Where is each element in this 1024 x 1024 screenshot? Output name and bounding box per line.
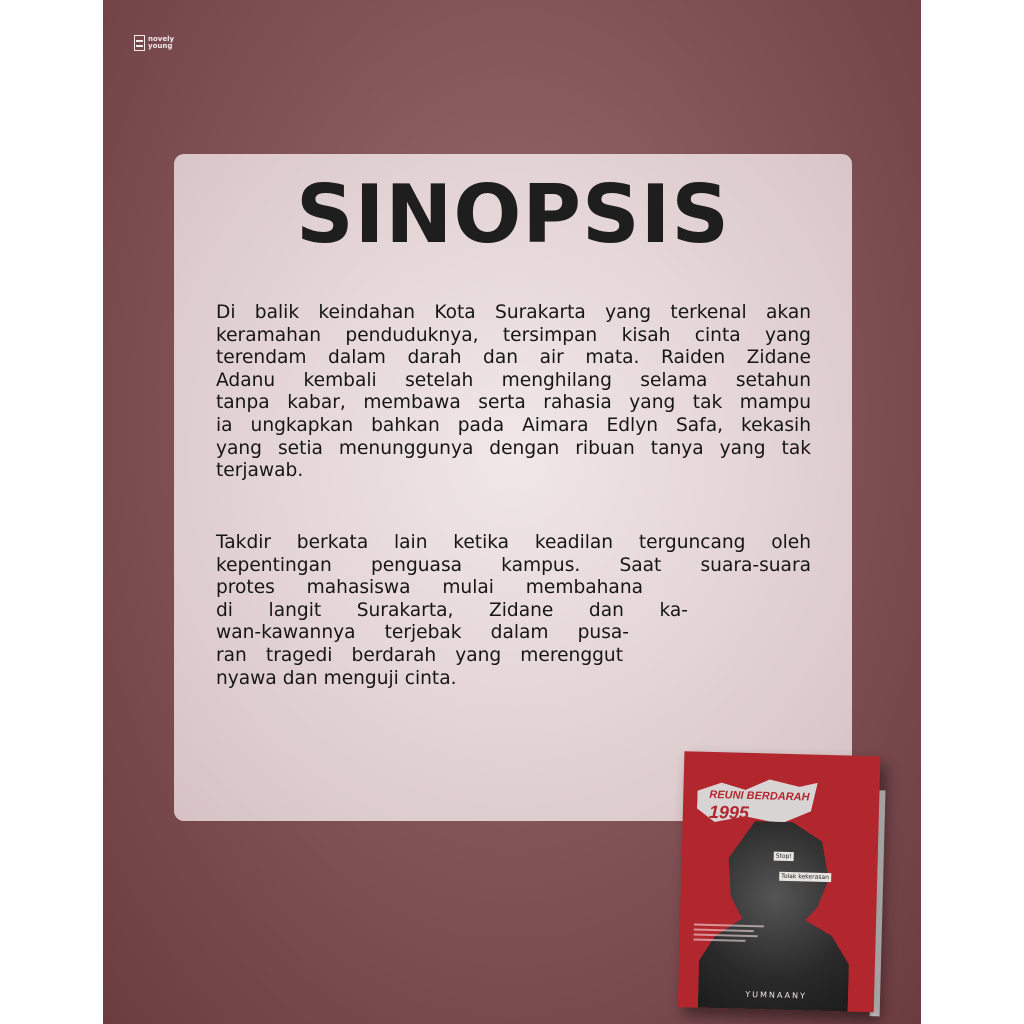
brand-name <box>148 36 174 50</box>
synopsis-paragraph-1 <box>216 302 811 483</box>
paragraph-line: Adanu kembali setelah menghilang selama setahun <box>216 369 811 391</box>
book-year: 1995 <box>708 801 750 823</box>
logo-icon <box>134 35 145 51</box>
cover-tagline-decoration <box>694 924 784 943</box>
paragraph-line: tanpa kabar, membawa serta rahasia yang tak mampu <box>216 392 811 414</box>
paragraph-line: di langit Surakarta, Zidane dan ka- <box>216 599 688 621</box>
paragraph-line: kepentingan penguasa kampus. Saat suara-suara <box>216 554 811 576</box>
book-title: REUNI BERDARAH <box>709 788 810 804</box>
paragraph-line: protes mahasiswa mulai membahana <box>216 577 643 599</box>
book-front-cover <box>678 751 881 1012</box>
protest-sign: Tolak kekerasan <box>779 872 831 882</box>
book-cover-image <box>678 751 901 1019</box>
paragraph-line: wan-kawannya terjebak dalam pusa- <box>216 622 629 644</box>
poster-background <box>103 0 921 1024</box>
paragraph-line: yang setia menunggunya dengan ribuan tanya yang tak <box>216 437 811 459</box>
brand-logo <box>134 35 174 51</box>
paragraph-line: terendam dalam darah dan air mata. Raiden Zidane <box>216 347 811 369</box>
brand-line-1: novely <box>148 35 175 43</box>
paragraph-line: terjawab. <box>216 460 304 482</box>
brand-line-2: young <box>148 42 173 50</box>
paragraph-line: ia ungkapkan bahkan pada Aimara Edlyn Safa, kekasih <box>216 414 811 436</box>
synopsis-paragraph-2 <box>216 532 811 690</box>
silhouette-illustration <box>698 820 853 1012</box>
book-author: YUMNAANY <box>745 989 808 1001</box>
paragraph-line: Di balik keindahan Kota Surakarta yang terkenal akan <box>216 302 811 323</box>
paragraph-line: Takdir berkata lain ketika keadilan terguncang oleh <box>216 532 811 553</box>
page-title: SINOPSIS <box>296 168 730 261</box>
paragraph-line: nyawa dan menguji cinta. <box>216 667 457 689</box>
protest-sign: Stop! <box>774 852 794 862</box>
synopsis-card <box>174 154 852 1001</box>
paragraph-line: keramahan penduduknya, tersimpan kisah cinta yang <box>216 324 811 346</box>
paragraph-line: ran tragedi berdarah yang merenggut <box>216 644 623 666</box>
